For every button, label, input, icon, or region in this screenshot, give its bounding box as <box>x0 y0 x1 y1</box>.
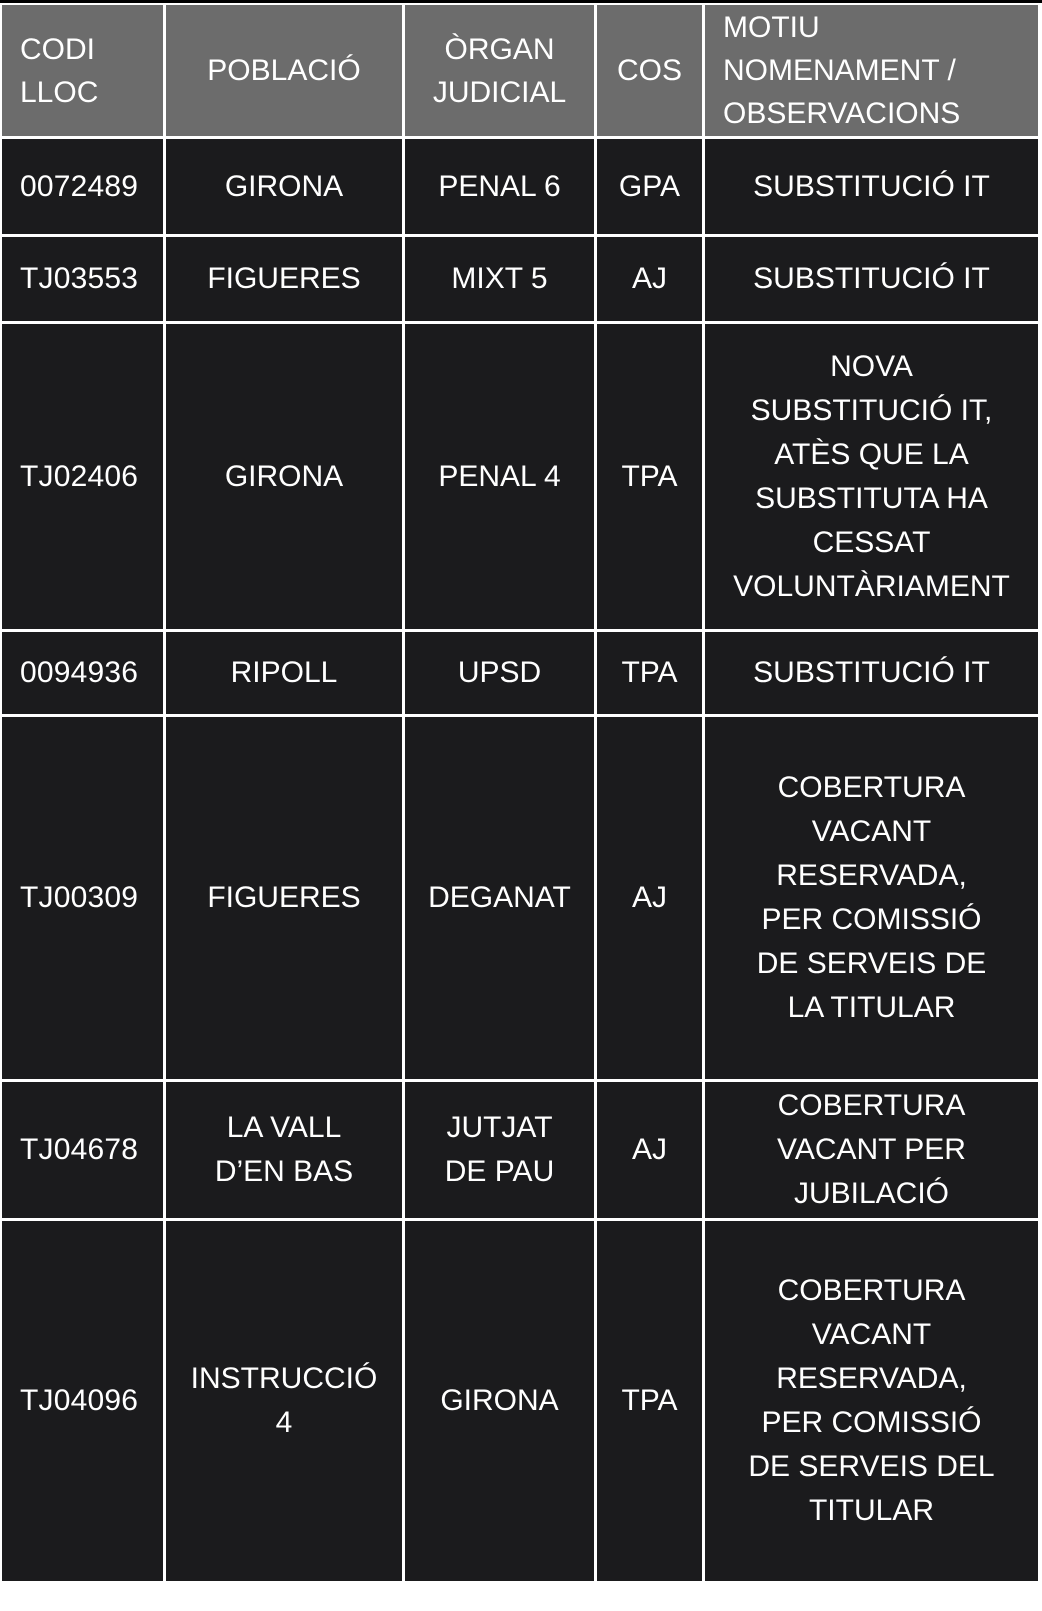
cell-motiu-nomenament-line: VOLUNTÀRIAMENT <box>733 569 1010 603</box>
header-cos <box>597 5 702 136</box>
cell-motiu-nomenament-line: JUBILACIÓ <box>793 1177 950 1210</box>
cell-poblacio-line: GIRONA <box>224 169 344 203</box>
cell-motiu-nomenament <box>705 237 1038 321</box>
cell-organ-judicial-line: JUTJAT <box>446 1111 553 1144</box>
table-row <box>2 717 1038 1079</box>
cell-motiu-nomenament-line: PER COMISSIÓ <box>761 1406 982 1439</box>
document-page <box>0 3 1042 1611</box>
header-line: NOMENAMENT / <box>723 54 956 87</box>
cell-poblacio <box>166 237 402 321</box>
cell-organ-judicial-line: PENAL 6 <box>438 169 561 203</box>
cell-motiu-nomenament-line: VACANT <box>811 815 932 848</box>
cell-motiu-nomenament <box>705 632 1038 714</box>
cell-motiu-nomenament <box>705 1221 1038 1581</box>
cell-motiu-nomenament <box>705 139 1038 234</box>
cell-motiu-nomenament-line: PER COMISSIÓ <box>761 903 982 936</box>
cell-motiu-nomenament <box>705 717 1038 1079</box>
cell-motiu-nomenament-line: RESERVADA, <box>776 1362 967 1395</box>
cell-motiu-nomenament <box>705 1082 1038 1218</box>
table-row <box>2 237 1038 321</box>
cell-motiu-nomenament-line: VACANT PER <box>777 1133 966 1166</box>
cell-codi-lloc: 0072489 <box>2 139 163 234</box>
cell-organ-judicial-line: GIRONA <box>440 1384 559 1417</box>
cell-codi-lloc: TJ02406 <box>2 324 163 629</box>
header-line: LLOC <box>20 75 99 109</box>
cell-motiu-nomenament-line: DE SERVEIS DEL <box>748 1450 995 1483</box>
cell-cos: TPA <box>597 1221 702 1581</box>
cell-poblacio <box>166 717 402 1079</box>
cell-poblacio-line: RIPOLL <box>230 656 338 689</box>
cell-codi-lloc: TJ04678 <box>2 1082 163 1218</box>
nomenaments-table <box>0 3 1041 1584</box>
cell-motiu-nomenament-line: RESERVADA, <box>776 859 967 892</box>
cell-motiu-nomenament-line: COBERTURA <box>777 771 966 804</box>
table-row <box>2 1221 1038 1581</box>
cell-poblacio <box>166 324 402 629</box>
cell-cos: TPA <box>597 324 702 629</box>
header-line: CODI <box>20 32 95 66</box>
table-row <box>2 632 1038 714</box>
cell-motiu-nomenament-line: COBERTURA <box>777 1274 966 1307</box>
cell-motiu-nomenament-line: SUBSTITUCIÓ IT <box>753 262 990 295</box>
header-organ-judicial <box>405 5 594 136</box>
table-body <box>2 139 1038 1581</box>
header-motiu-nomenament <box>705 5 1038 136</box>
cell-codi-lloc: TJ03553 <box>2 237 163 321</box>
header-line: MOTIU <box>723 11 820 44</box>
table-row <box>2 1082 1038 1218</box>
cell-organ-judicial <box>405 1221 594 1581</box>
cell-organ-judicial <box>405 324 594 629</box>
cell-cos: AJ <box>597 717 702 1079</box>
cell-motiu-nomenament-line: SUBSTITUCIÓ IT <box>753 169 990 203</box>
cell-poblacio-line: FIGUERES <box>207 881 361 914</box>
cell-motiu-nomenament-line: COBERTURA <box>777 1089 966 1122</box>
cell-motiu-nomenament-line: SUBSTITUCIÓ IT, <box>750 393 993 427</box>
cell-motiu-nomenament-line: SUBSTITUTA HA <box>755 481 988 515</box>
cell-poblacio <box>166 1082 402 1218</box>
cell-cos: AJ <box>597 237 702 321</box>
cell-motiu-nomenament-line: LA TITULAR <box>787 991 956 1024</box>
cell-motiu-nomenament-line: DE SERVEIS DE <box>756 947 987 980</box>
cell-poblacio-line: 4 <box>275 1406 293 1439</box>
cell-codi-lloc: TJ04096 <box>2 1221 163 1581</box>
cell-motiu-nomenament <box>705 324 1038 629</box>
cell-poblacio <box>166 632 402 714</box>
cell-poblacio-line: GIRONA <box>224 459 344 493</box>
cell-organ-judicial-line: DEGANAT <box>428 881 571 914</box>
cell-organ-judicial-line: PENAL 4 <box>438 459 561 493</box>
table-row <box>2 139 1038 234</box>
cell-motiu-nomenament-line: NOVA <box>830 349 913 383</box>
cell-organ-judicial <box>405 632 594 714</box>
cell-cos: GPA <box>597 139 702 234</box>
header-line: JUDICIAL <box>432 75 567 109</box>
cell-motiu-nomenament-line: VACANT <box>811 1318 932 1351</box>
header-poblacio <box>166 5 402 136</box>
cell-cos: TPA <box>597 632 702 714</box>
header-line: COS <box>616 54 682 87</box>
cell-organ-judicial <box>405 139 594 234</box>
header-line: ÒRGAN <box>444 32 555 66</box>
cell-cos: AJ <box>597 1082 702 1218</box>
header-codi-lloc <box>2 5 163 136</box>
cell-motiu-nomenament-line: SUBSTITUCIÓ IT <box>753 656 990 689</box>
cell-motiu-nomenament-line: ATÈS QUE LA <box>774 437 969 471</box>
header-row <box>2 5 1038 136</box>
cell-poblacio-line: LA VALL <box>226 1111 342 1144</box>
cell-poblacio <box>166 1221 402 1581</box>
header-line: POBLACIÓ <box>207 54 361 87</box>
cell-motiu-nomenament-line: TITULAR <box>808 1494 934 1527</box>
header-line: OBSERVACIONS <box>723 97 961 130</box>
cell-poblacio <box>166 139 402 234</box>
cell-organ-judicial-line: MIXT 5 <box>451 262 548 295</box>
cell-poblacio-line: FIGUERES <box>207 262 361 295</box>
cell-poblacio-line: INSTRUCCIÓ <box>190 1362 378 1395</box>
cell-codi-lloc: TJ00309 <box>2 717 163 1079</box>
cell-organ-judicial <box>405 717 594 1079</box>
cell-organ-judicial-line: UPSD <box>457 656 542 689</box>
cell-codi-lloc: 0094936 <box>2 632 163 714</box>
cell-organ-judicial-line: DE PAU <box>444 1155 555 1188</box>
cell-poblacio-line: D’EN BAS <box>214 1155 354 1188</box>
table-row <box>2 324 1038 629</box>
cell-motiu-nomenament-line: CESSAT <box>812 525 931 559</box>
cell-organ-judicial <box>405 1082 594 1218</box>
cell-organ-judicial <box>405 237 594 321</box>
